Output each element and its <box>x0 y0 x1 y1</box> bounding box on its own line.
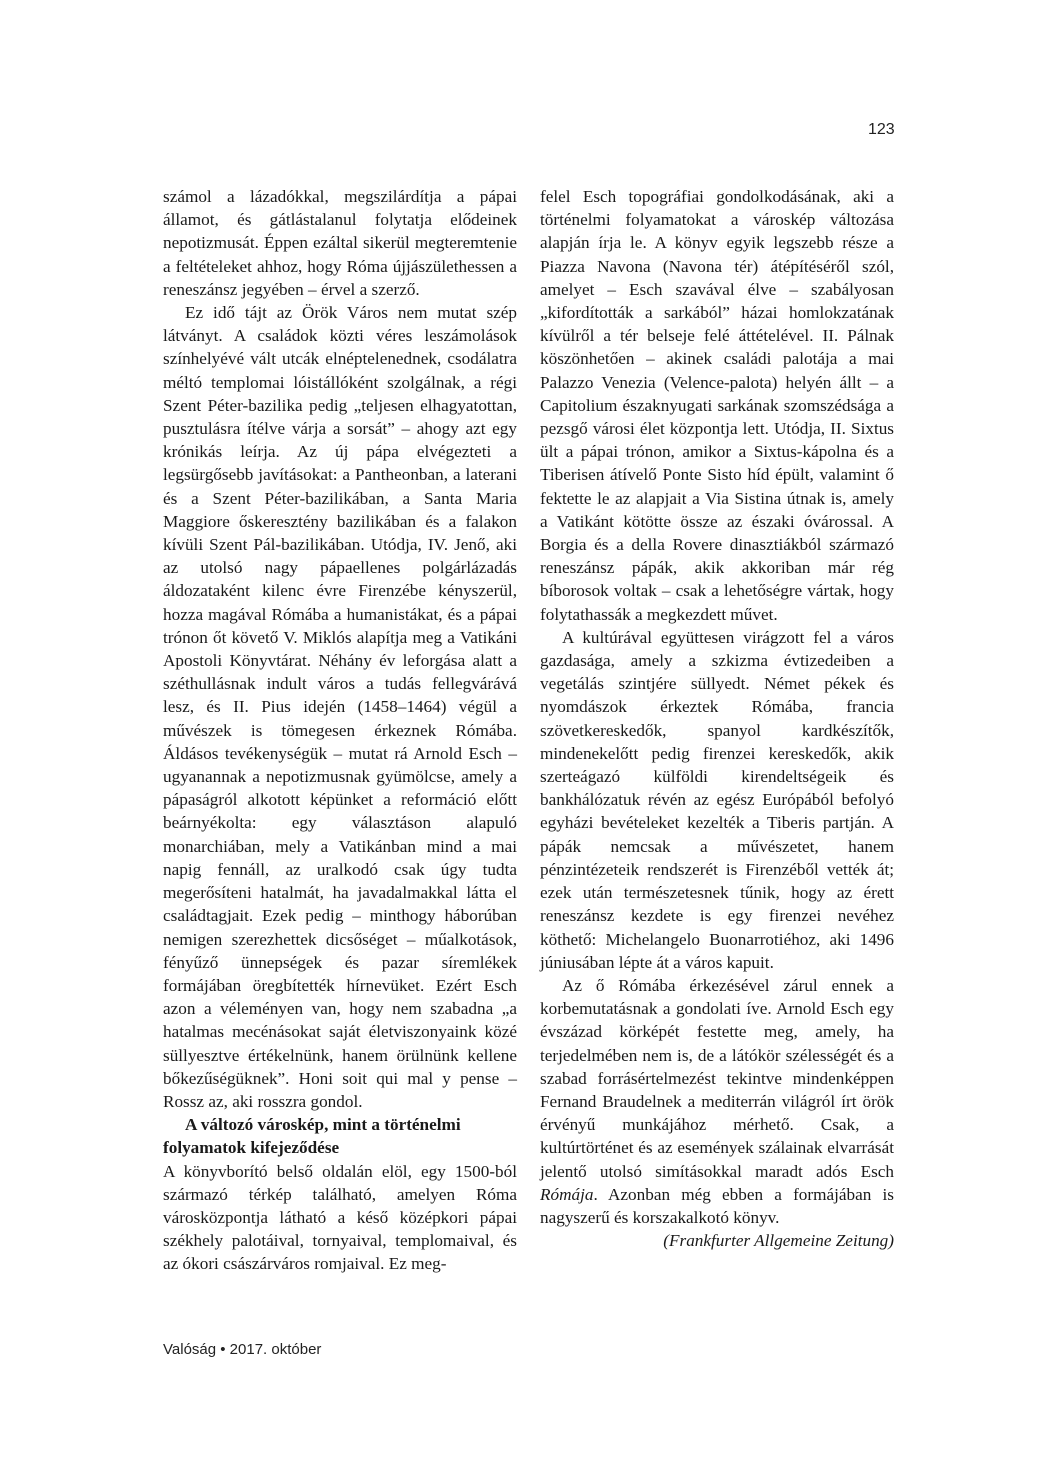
paragraph: A kultúrával együttesen virágzott fel a város gazdasága, amely a szkizma évtizedeiben a vegetálás szintjére süllyedt. Német pékek és nyomdászok érkeztek Rómába, francia szövetkereskedők, spanyol kardkészítők, mindenekelőtt pedig firenzei kereskedők, akik szerteágazó külföldi kirendeltségeik és bankhálózatuk révén az egész Európából befolyó egyházi bevételeket kezelték a Tiberis partján. A pápák nemcsak a művészetet, hanem pénzintézeteik rendszerét is Firenzéből vették át; ezek után természetesnek tűnik, hogy az érett reneszánsz kezdete is egy firenzei nevéhez köthető: Michelangelo Buonarrotiéhoz, aki 1496 júniusában lépte át a város kapuit. <box>540 627 894 972</box>
right-column <box>540 185 894 1252</box>
footer-publication: Valóság • 2017. október <box>163 1341 322 1358</box>
paragraph-text: Az ő Rómába érkezésével zárul ennek a korbemutatásnak a gondolati íve. Arnold Esch egy évszázad körképét festette meg, amely, ha terjedelmében nem is, de a látókör szélességét és a szabad forrásértelmezést tekintve mindenképpen Fernand Braudelnek a mediterrán világról írt örök érvényű munkájához mérhető. Csak, a kultúrtörténet és az események szálainak elvarrását jelentő utolsó simításokkal maradt adós Esch <box>540 975 894 1181</box>
source-attribution: (Frankfurter Allgemeine Zeitung) <box>663 1231 894 1251</box>
page-number: 123 <box>868 121 895 138</box>
book-title: Rómája <box>540 1184 594 1204</box>
paragraph <box>540 974 894 1229</box>
paragraph: számol a lázadókkal, megszilárdítja a pápai államot, és gátlástalanul folytatja elődeinek nepotizmusát. Éppen ezáltal sikerül megteremtenie a feltételeket ahhoz, hogy Róma újjászülethessen a reneszánsz jegyében – érvel a szerző. <box>163 187 517 299</box>
paragraph-text: . Azonban még ebben a formájában is nagyszerű és korszakalkotó könyv. <box>540 1184 894 1227</box>
section-heading: A változó városkép, mint a történelmi folyamatok kifejeződése <box>163 1115 461 1158</box>
paragraph: Ez idő tájt az Örök Város nem mutat szép látványt. A családok közti véres leszámolások színhelyévé vált utcák elnéptelenednek, csodálatra méltó templomai lóistállóként szolgálnak, a régi Szent Péter-bazilika pedig „teljesen elhagyatottan, pusztulásra ítélve várja a sorsát” – ahogy azt egy krónikás leírja. Az új pápa elvégezteti a legsürgősebb javításokat: a Pantheonban, a laterani és a Szent Péter-bazilikában, a Santa Maria Maggiore őskeresztény bazilikában és a falakon kívüli Szent Pál-bazilikában. Utódja, IV. Jenő, aki az utolsó nagy pápaellenes polgárlázadás áldozataként kilenc évre Firenzébe kényszerül, hozza magával Rómába a humanistákat, és a pápai trónon őt követő V. Miklós alapítja meg a Vatikáni Apostoli Könyvtárat. Néhány év leforgása alatt a széthullásnak indult város a tudás fellegvárává lesz, és II. Pius idején (1458–1464) végül a művészek is tömegesen érkeznek Rómába. Áldásos tevékenységük – mutat rá Arnold Esch – ugyanannak a nepotizmusnak gyümölcse, amely a pápaságról alkotott képünket a reformáció előtt beárnyékolta: egy választáson alapuló monarchiában, mely a Vatikánban mind a mai napig fennáll, az uralkodó csak úgy tudta megerősíteni hatalmát, ha javadalmakkal látta el családtagjait. Ezek pedig – minthogy háborúban nemigen szerezhettek dicsőséget – műalkotások, fényűző ünnepségek és pazar síremlékek formájában öregbítették hírnevüket. Ezért Esch azon a véleményen van, hogy nem szabadna „a hatalmas mecénásokat saját életviszonyaink közé süllyesztve értékelnünk, hanem örülnünk kellene bőkezűségüknek”. Honi soit qui mal y pense – Rossz az, aki rosszra gondol. <box>163 303 517 1111</box>
left-column <box>163 185 517 1276</box>
paragraph: A könyvborító belső oldalán elöl, egy 1500-ból származó térkép található, amelyen Róma városközpontja látható a késő középkori pápai székhely palotáival, tornyaival, templomaival, és az ókori császárváros romjaival. Ez meg- <box>163 1161 517 1274</box>
paragraph: felel Esch topográfiai gondolkodásának, aki a történelmi folyamatokat a városkép változása alapján írja le. A könyv egyik legszebb része a Piazza Navona (Navona tér) átépítéséről szól, amelyet – Esch szavával élve – szabályosan „kifordították a sarkából” házai homlokzatának kívülről a tér belseje felé áttételével. II. Pálnak köszönhetően – akinek családi palotája a mai Palazzo Venezia (Velence-palota) helyén állt – a Capitolium északnyugati sarkának szomszédsága a pezsgő városi élet központja lett. Utódja, II. Sixtus ült a pápai trónon, amikor a Sixtus-kápolna és a Tiberisen átívelő Ponte Sisto híd épült, valamint ő fektette le az alapjait a Via Sistina útnak is, amely a Vatikánt kötötte össze az északi óvárossal. A Borgia és a della Rovere dinasztiákból származó reneszánsz pápák, akik akkoriban már rég bíborosok voltak – csak a lehetőségre vártak, hogy folytathassák a megkezdett művet. <box>540 187 894 624</box>
